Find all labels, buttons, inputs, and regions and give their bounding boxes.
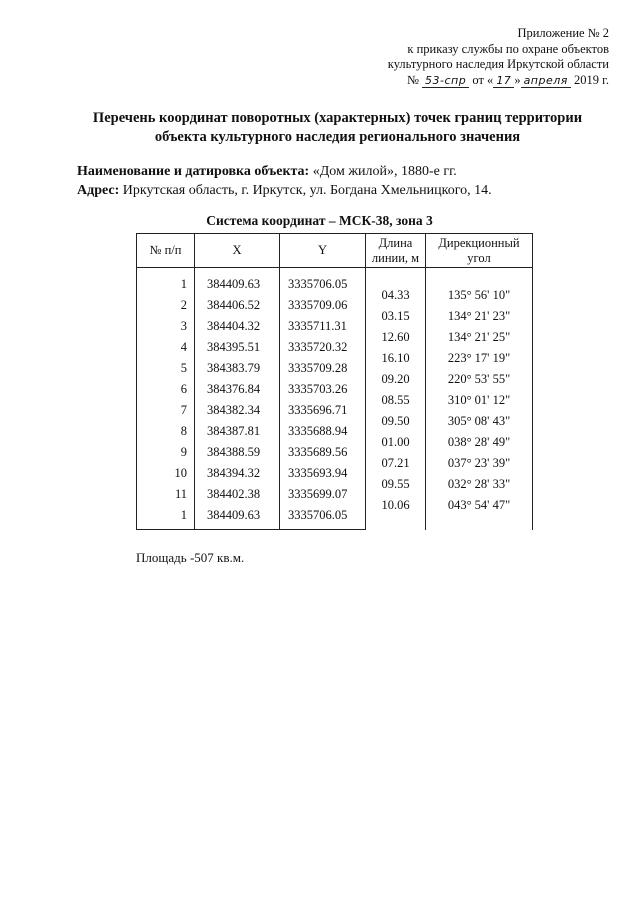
coordinate-system-title: Система координат – МСК-38, зона 3 [206, 213, 433, 228]
order-month-handwritten: апреля [521, 74, 571, 88]
segment-angle: 220° 53' 55" [447, 372, 511, 386]
segment-angle-column [426, 268, 533, 530]
table-header-row [137, 234, 533, 268]
point-number: 2 [137, 295, 195, 316]
segment-angle: 134° 21' 25" [447, 330, 511, 344]
segment-length: 16.10 [381, 351, 410, 365]
point-number: 6 [137, 379, 195, 400]
segment-length-column [366, 268, 426, 530]
order-number-prefix: № [406, 72, 419, 87]
document-title-line-2: объекта культурного наследия регионального значения [154, 129, 521, 145]
point-number: 1 [137, 505, 195, 530]
order-number-handwritten: 53-спр [422, 74, 469, 88]
point-y: 3335693.94 [280, 463, 366, 484]
point-number: 7 [137, 400, 195, 421]
point-y: 3335699.07 [280, 484, 366, 505]
object-address-value: Иркутская область, г. Иркутск, ул. Богдана Хмельницкого, 14. [119, 183, 492, 198]
segment-length: 07.21 [381, 456, 410, 470]
segment-length: 10.06 [381, 498, 410, 512]
point-x: 384409.63 [195, 268, 280, 296]
segment-angle: 038° 28' 49" [447, 435, 511, 449]
point-x: 384383.79 [195, 358, 280, 379]
point-x: 384388.59 [195, 442, 280, 463]
col-header-x: X [195, 234, 280, 268]
object-info [77, 162, 492, 200]
segment-length: 08.55 [381, 393, 410, 407]
col-header-length: Длина линии, м [366, 234, 426, 268]
point-y: 3335706.05 [280, 505, 366, 530]
order-year: 2019 г. [574, 72, 609, 87]
point-number: 9 [137, 442, 195, 463]
col-header-number: № п/п [137, 234, 195, 268]
order-date-prefix: от « [472, 72, 494, 87]
segment-length: 09.20 [381, 372, 410, 386]
col-header-angle: Дирекционный угол [426, 234, 533, 268]
table-row [137, 268, 533, 296]
object-name-line [77, 162, 492, 181]
segment-length: 09.55 [381, 477, 410, 491]
order-number-date-line [388, 73, 609, 89]
point-y: 3335720.32 [280, 337, 366, 358]
object-name-value: «Дом жилой», 1880-е гг. [309, 164, 457, 179]
point-x: 384382.34 [195, 400, 280, 421]
point-number: 3 [137, 316, 195, 337]
point-y: 3335688.94 [280, 421, 366, 442]
segment-angle: 134° 21' 23" [447, 309, 511, 323]
point-y: 3335706.05 [280, 268, 366, 296]
segment-angle: 037° 23' 39" [447, 456, 511, 470]
col-header-y: Y [280, 234, 366, 268]
point-x: 384406.52 [195, 295, 280, 316]
object-address-line [77, 181, 492, 200]
order-reference-line: к приказу службы по охране объектов [407, 41, 609, 56]
area-value: Площадь -507 кв.м. [136, 550, 245, 565]
segment-angle: 043° 54' 47" [447, 498, 511, 512]
point-number: 1 [137, 268, 195, 296]
object-name-label: Наименование и датировка объекта: [77, 164, 310, 179]
segment-angle: 223° 17' 19" [447, 351, 511, 365]
order-date-quote-close: » [514, 72, 521, 87]
point-y: 3335709.28 [280, 358, 366, 379]
coordinates-table [136, 233, 533, 530]
point-x: 384404.32 [195, 316, 280, 337]
point-y: 3335709.06 [280, 295, 366, 316]
document-title [60, 109, 615, 147]
segment-length: 04.33 [381, 288, 410, 302]
point-number: 4 [137, 337, 195, 358]
point-number: 5 [137, 358, 195, 379]
object-address-label: Адрес: [77, 183, 120, 198]
segment-angle: 135° 56' 10" [447, 288, 511, 302]
segment-angle: 310° 01' 12" [447, 393, 511, 407]
document-title-line-1: Перечень координат поворотных (характерных) точек границ территории [92, 110, 583, 126]
point-x: 384394.32 [195, 463, 280, 484]
point-y: 3335696.71 [280, 400, 366, 421]
point-number: 11 [137, 484, 195, 505]
segment-length: 09.50 [381, 414, 410, 428]
point-y: 3335703.26 [280, 379, 366, 400]
point-x: 384409.63 [195, 505, 280, 530]
order-reference-line-2: культурного наследия Иркутской области [387, 57, 609, 71]
segment-length: 03.15 [381, 309, 410, 323]
point-y: 3335689.56 [280, 442, 366, 463]
point-x: 384376.84 [195, 379, 280, 400]
point-x: 384395.51 [195, 337, 280, 358]
appendix-number: Приложение № 2 [517, 26, 609, 40]
document-header-block [388, 26, 609, 88]
point-number: 8 [137, 421, 195, 442]
point-y: 3335711.31 [280, 316, 366, 337]
point-x: 384387.81 [195, 421, 280, 442]
segment-angle: 305° 08' 43" [447, 414, 511, 428]
segment-length: 01.00 [381, 435, 410, 449]
order-day-handwritten: 17 [493, 74, 514, 88]
point-number: 10 [137, 463, 195, 484]
segment-length: 12.60 [381, 330, 410, 344]
segment-angle: 032° 28' 33" [447, 477, 511, 491]
point-x: 384402.38 [195, 484, 280, 505]
